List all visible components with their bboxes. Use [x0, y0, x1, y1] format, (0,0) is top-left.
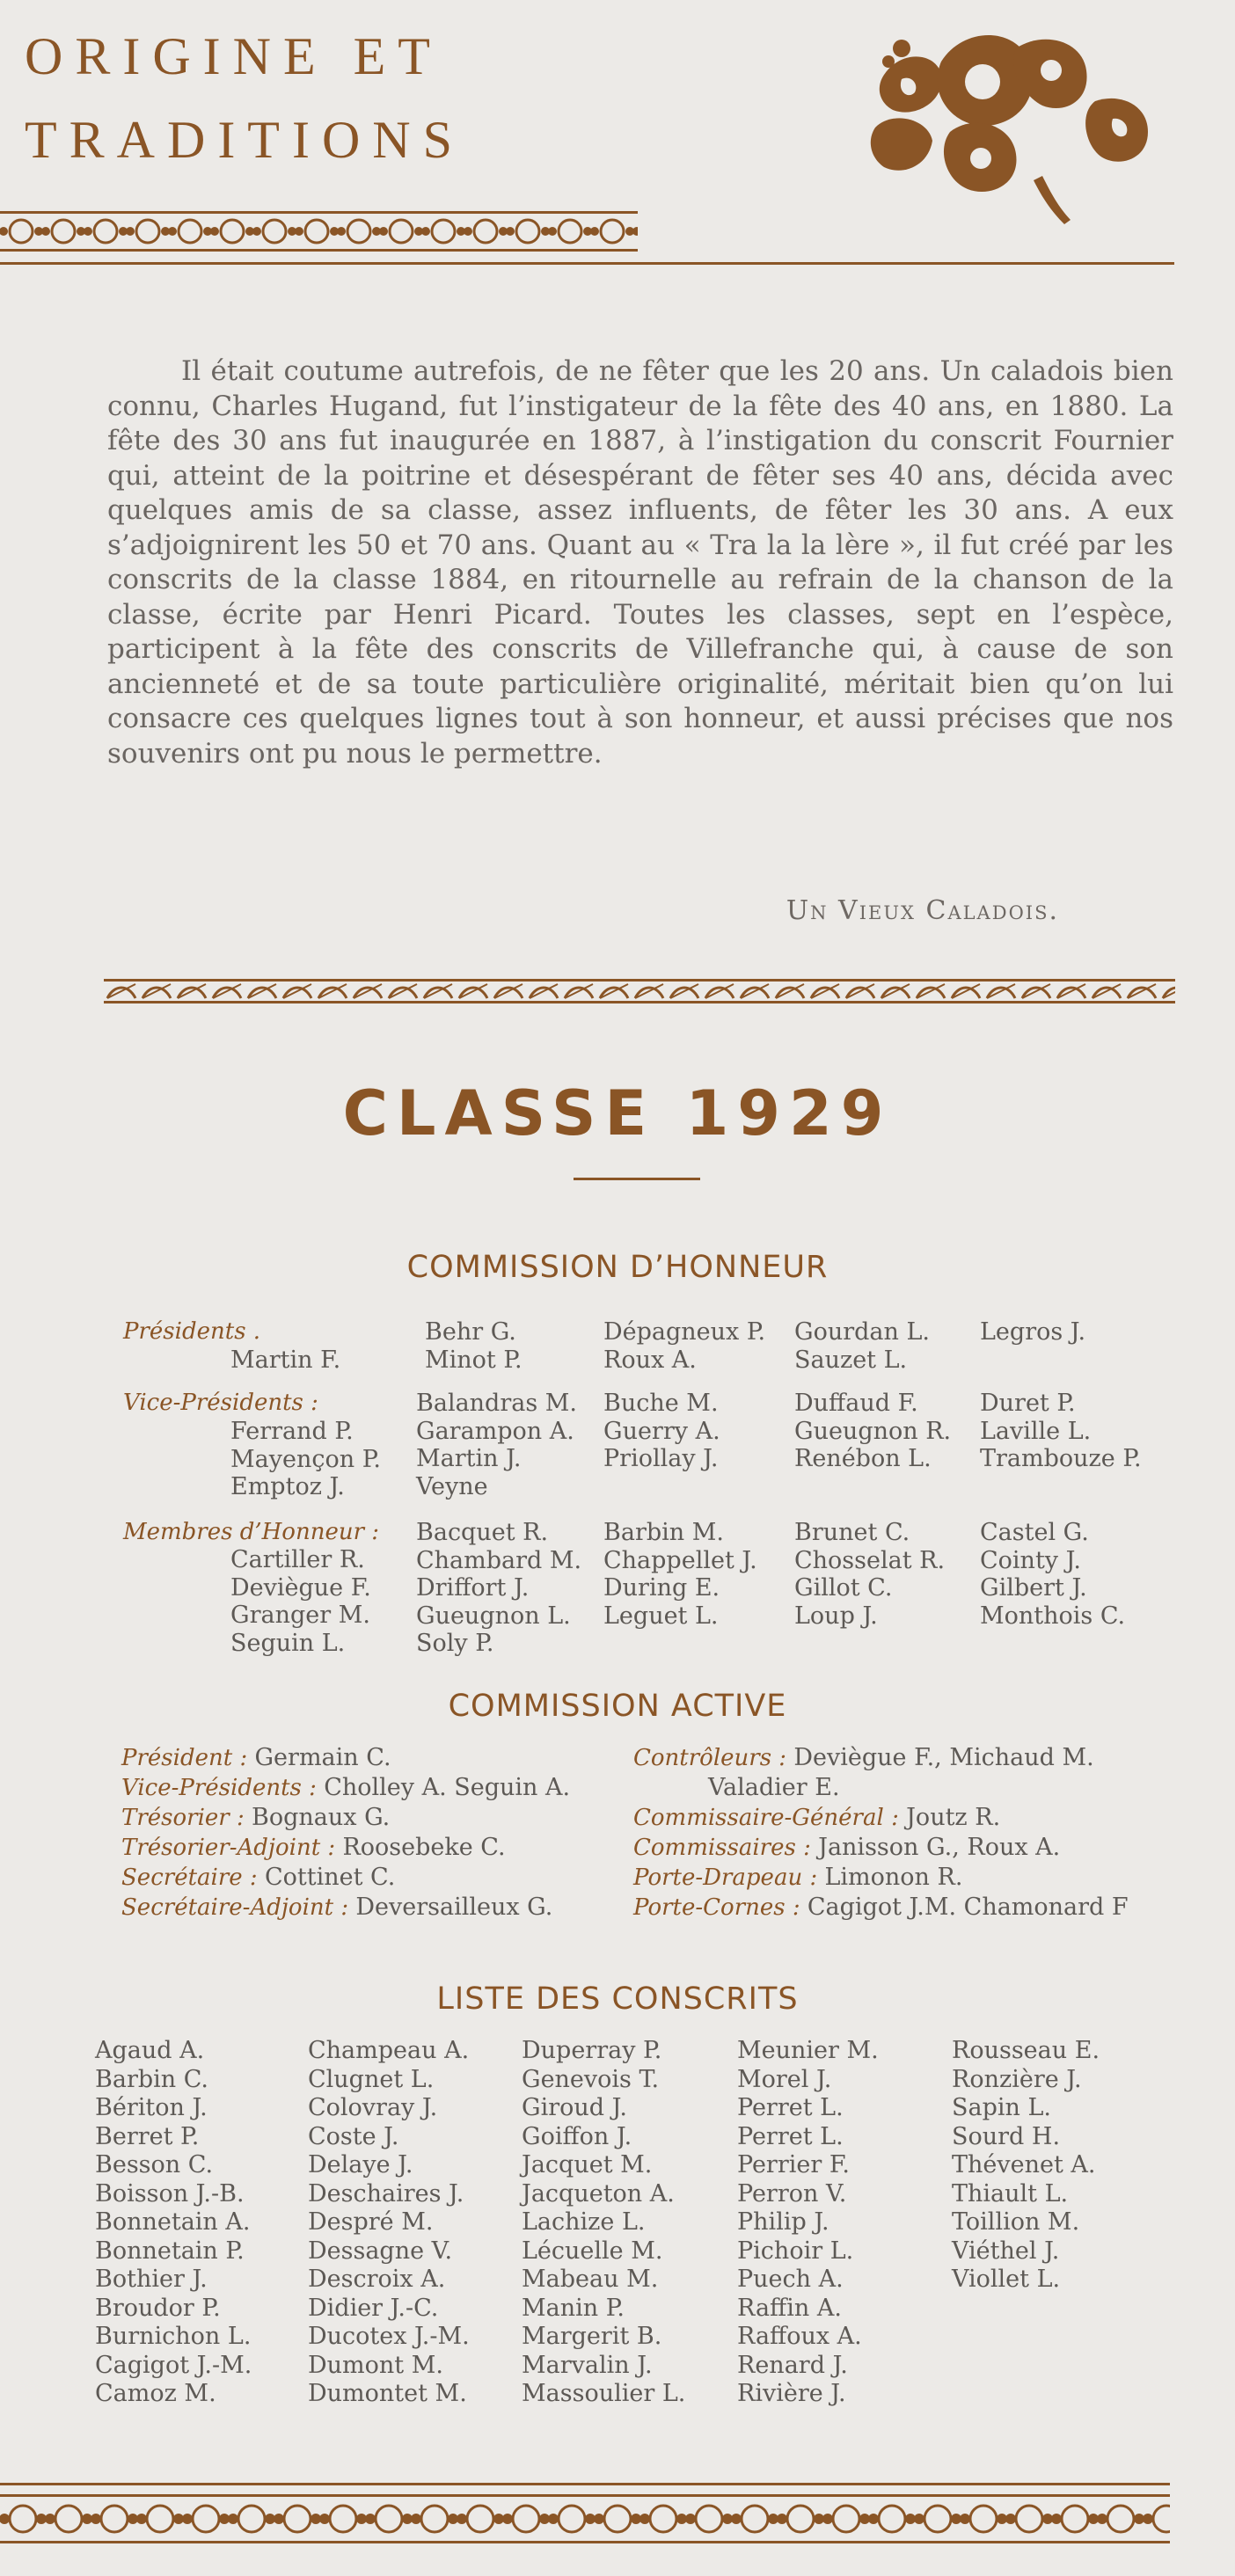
membres-col-4 — [980, 1519, 1125, 1630]
list-item: Brunet C. — [794, 1519, 910, 1546]
list-item: Agaud A. — [95, 2037, 205, 2064]
active-role-label: Commissaire-Général : — [633, 1805, 899, 1831]
vice-first — [230, 1418, 381, 1501]
list-item: Minot P. — [425, 1346, 522, 1374]
active-role-value: Cholley A. Seguin A. — [324, 1774, 571, 1801]
list-item: Marvalin J. — [522, 2351, 653, 2379]
list-item: Massoulier L. — [522, 2380, 686, 2407]
list-item: Puech A. — [737, 2266, 844, 2293]
active-role-value: Bognaux G. — [252, 1804, 391, 1831]
membres-col-2 — [603, 1519, 757, 1630]
list-item: Veyne — [416, 1472, 488, 1500]
list-item: Manin P. — [522, 2294, 625, 2322]
list-item: Viollet L. — [952, 2266, 1061, 2293]
list-item: Martin J. — [416, 1445, 522, 1472]
active-role-label: Commissaires : — [633, 1835, 811, 1861]
active-role-label: Secrétaire-Adjoint : — [121, 1894, 349, 1921]
list-item: Sauzet L. — [794, 1346, 908, 1374]
list-item: Lachize L. — [522, 2208, 646, 2236]
membres-first — [230, 1546, 371, 1657]
list-item: Garampon A. — [416, 1417, 574, 1445]
list-item: Bonnetain A. — [95, 2208, 251, 2236]
list-item: Gillot C. — [794, 1574, 893, 1602]
list-item: Emptoz J. — [230, 1473, 345, 1500]
list-item: Thévenet A. — [952, 2151, 1096, 2178]
list-item: Mayençon P. — [230, 1445, 381, 1473]
list-item: Viéthel J. — [952, 2237, 1060, 2265]
list-item: Meunier M. — [737, 2037, 879, 2064]
conscrits-col-2 — [308, 2037, 470, 2409]
presidents-first: Martin F. — [230, 1346, 341, 1374]
list-item: Cointy J. — [980, 1546, 1081, 1574]
active-role-value: Cagigot J.M. Chamonard F — [807, 1894, 1129, 1921]
footer-ornament-band — [0, 2494, 1170, 2543]
list-item: Camoz M. — [95, 2380, 216, 2407]
active-heading: COMMISSION ACTIVE — [448, 1689, 787, 1724]
list-item: Champeau A. — [308, 2037, 470, 2064]
list-item: Dumontet M. — [308, 2380, 467, 2407]
list-item: Lécuelle M. — [522, 2237, 663, 2265]
list-item: Raffoux A. — [737, 2323, 862, 2350]
list-item: Burnichon L. — [95, 2323, 252, 2350]
list-item: Gueugnon R. — [794, 1417, 952, 1445]
list-item: Rousseau E. — [952, 2037, 1100, 2064]
list-item: Morel J. — [737, 2065, 832, 2093]
active-role-value: Germain C. — [254, 1744, 391, 1771]
list-item: Renard J. — [737, 2351, 848, 2379]
membres-col-1 — [416, 1519, 581, 1658]
list-item: Trambouze P. — [980, 1445, 1142, 1472]
list-item: Driffort J. — [416, 1574, 530, 1602]
list-item: Roux A. — [603, 1346, 697, 1374]
active-role-label: Trésorier : — [121, 1805, 245, 1831]
title-line-1: ORIGINE ET — [25, 27, 442, 85]
list-item: Sapin L. — [952, 2094, 1051, 2121]
active-role-value: Joutz R. — [906, 1804, 1001, 1831]
list-item: Priollay J. — [603, 1445, 719, 1472]
list-item: Broudor P. — [95, 2294, 221, 2322]
list-item: Chappellet J. — [603, 1546, 757, 1574]
list-item: Thiault L. — [952, 2179, 1069, 2207]
list-item: Giroud J. — [522, 2094, 627, 2121]
list-item: Ducotex J.-M. — [308, 2323, 470, 2350]
list-item: Despré M. — [308, 2208, 434, 2236]
list-item: Perret L. — [737, 2122, 844, 2150]
list-item: Granger M. — [230, 1602, 370, 1629]
membres-col-3 — [794, 1519, 945, 1630]
list-item: Legros J. — [980, 1318, 1086, 1346]
active-role-value: Deviègue F., Michaud M. — [793, 1744, 1094, 1771]
conscrits-col-3 — [522, 2037, 685, 2409]
active-role-label: Trésorier-Adjoint : — [121, 1835, 336, 1861]
signature: Un Vieux Caladois. — [786, 895, 1059, 926]
list-item: Duret P. — [980, 1390, 1076, 1417]
intro-paragraph: Il était coutume autrefois, de ne fêter que les 20 ans. Un caladois bien connu, Charles Hugand, fut l’instigateur de la fête des 40 ans, en 1880. La fête des 30 ans fut inaugurée en 1887, à l’instigation du conscrit Fournier qui, atteint de la poitrine et désespérant de fêter ses 40 ans, décida avec quelques amis de sa classe, assez influents, de fêter les 30 ans. A eux s’adjoignirent les 50 et 70 ans. Quant au « Tra la la lère », il fut créé par les conscrits de la classe 1884, en ritournelle au refrain de la chanson de la classe, écrite par Henri Picard. Toutes les classes, sept en l’espèce, participent à la fête des conscrits de Villefranche qui, à cause de son ancienneté et de sa toute particulière originalité, méritait bien qu’on lui consacre ces quelques lignes tout à son honneur, et aussi précises que nos souvenirs ont pu nous le permettre. — [107, 355, 1173, 770]
active-role-value: Roosebeke C. — [342, 1834, 506, 1861]
list-item: Renébon L. — [794, 1445, 932, 1472]
presidents-col-2 — [603, 1318, 765, 1374]
list-item: Chosselat R. — [794, 1546, 946, 1574]
list-item: During E. — [603, 1574, 720, 1602]
list-item: Monthois C. — [980, 1602, 1126, 1630]
list-item: Bonnetain P. — [95, 2237, 245, 2265]
list-item: Perrier F. — [737, 2151, 850, 2178]
list-item: Ronzière J. — [952, 2065, 1082, 2093]
active-role-value: Limonon R. — [824, 1864, 963, 1891]
conscrits-col-4 — [737, 2037, 879, 2409]
list-item: Clugnet L. — [308, 2065, 435, 2093]
list-item: Delaye J. — [308, 2151, 413, 2178]
honneur-heading: COMMISSION D’HONNEUR — [406, 1250, 829, 1285]
list-item: Dumont M. — [308, 2351, 443, 2379]
list-item: Genevois T. — [522, 2065, 660, 2093]
list-item: Perret L. — [737, 2094, 844, 2121]
active-role-value: Janisson G., Roux A. — [818, 1834, 1061, 1861]
intro — [107, 354, 1173, 771]
active-role-label: Vice-Présidents : — [121, 1775, 317, 1801]
active-role-label: Porte-Drapeau : — [633, 1864, 818, 1891]
active-row — [121, 1743, 570, 1773]
list-item: Barbin M. — [603, 1519, 724, 1546]
active-role-value: Cottinet C. — [264, 1864, 396, 1891]
list-item: Buche M. — [603, 1390, 719, 1417]
header-rule — [0, 262, 1174, 265]
list-item: Cartiller R. — [230, 1546, 365, 1573]
list-item: Didier J.-C. — [308, 2294, 439, 2322]
presidents-col-3 — [794, 1318, 930, 1374]
active-right — [633, 1743, 1129, 1923]
list-item: Dépagneux P. — [603, 1318, 766, 1346]
list-item: Gilbert J. — [980, 1574, 1087, 1602]
conscrits-col-5 — [952, 2037, 1100, 2295]
list-item: Soly P. — [416, 1630, 494, 1657]
active-role-value: Deversailleux G. — [355, 1894, 553, 1921]
list-item: Besson C. — [95, 2151, 214, 2178]
list-item: Colovray J. — [308, 2094, 438, 2121]
active-role-label: Président : — [121, 1745, 248, 1771]
list-item: Philip J. — [737, 2208, 829, 2236]
list-item: Coste J. — [308, 2122, 399, 2150]
list-item: Raffin A. — [737, 2294, 842, 2322]
active-row — [121, 1773, 570, 1803]
list-item: Bériton J. — [95, 2094, 208, 2121]
active-row — [633, 1893, 1129, 1923]
list-item: Ferrand P. — [230, 1418, 354, 1445]
vice-label: Vice-Présidents : — [123, 1390, 318, 1416]
active-role-value: Valadier E. — [708, 1774, 840, 1801]
list-item: Deviègue F. — [230, 1573, 371, 1602]
list-item: Laville L. — [980, 1417, 1092, 1445]
list-item: Gourdan L. — [794, 1318, 930, 1346]
list-item: Guerry A. — [603, 1417, 720, 1445]
active-row — [633, 1773, 1129, 1803]
active-row — [633, 1863, 1129, 1893]
list-item: Bothier J. — [95, 2266, 208, 2293]
list-item: Bacquet R. — [416, 1519, 549, 1546]
vice-col-4 — [980, 1390, 1142, 1473]
list-item: Duffaud F. — [794, 1390, 918, 1417]
active-role-label: Contrôleurs : — [633, 1745, 787, 1771]
active-row — [633, 1743, 1129, 1773]
list-item: Behr G. — [425, 1318, 516, 1346]
membres-label: Membres d’Honneur : — [123, 1519, 380, 1545]
active-left — [121, 1743, 570, 1923]
list-item: Leguet L. — [603, 1602, 719, 1630]
active-row — [633, 1833, 1129, 1863]
title-line-2: TRADITIONS — [25, 111, 464, 169]
list-item: Deschaires J. — [308, 2179, 464, 2207]
active-role-label: Porte-Cornes : — [633, 1894, 800, 1921]
separator-band — [104, 979, 1175, 1003]
active-row — [121, 1893, 570, 1923]
presidents-col-4 — [980, 1318, 1085, 1346]
active-row — [121, 1863, 570, 1893]
vice-col-3 — [794, 1390, 951, 1473]
list-item: Loup J. — [794, 1602, 878, 1630]
list-item: Margerit B. — [522, 2323, 662, 2350]
list-item: Berret P. — [95, 2122, 200, 2150]
list-item: Boisson J.-B. — [95, 2179, 245, 2207]
list-item: Goiffon J. — [522, 2122, 632, 2150]
list-item: Dessagne V. — [308, 2237, 453, 2265]
active-row — [121, 1803, 570, 1833]
list-item: Perron V. — [737, 2179, 847, 2207]
presidents-col-1 — [425, 1318, 522, 1374]
active-row — [121, 1833, 570, 1863]
vice-col-2 — [603, 1390, 720, 1473]
list-item: Sourd H. — [952, 2122, 1061, 2150]
classe-title: CLASSE 1929 — [342, 1077, 893, 1149]
list-item: Seguin L. — [230, 1629, 346, 1657]
presidents-label: Présidents . — [123, 1318, 261, 1345]
list-item: Toillion M. — [952, 2208, 1080, 2236]
list-item: Pichoir L. — [737, 2237, 854, 2265]
list-item: Duperray P. — [522, 2037, 662, 2064]
list-item: Rivière J. — [737, 2380, 846, 2407]
liste-heading: LISTE DES CONSCRITS — [436, 1981, 799, 2017]
active-row — [633, 1803, 1129, 1833]
footer-rule — [0, 2483, 1170, 2485]
conscrits-col-1 — [95, 2037, 252, 2409]
list-item: Balandras M. — [416, 1390, 578, 1417]
list-item: Jacquet M. — [522, 2151, 653, 2178]
header-ornament-band — [0, 211, 638, 252]
list-item: Gueugnon L. — [416, 1602, 571, 1630]
list-item: Mabeau M. — [522, 2266, 659, 2293]
vice-col-1 — [416, 1390, 577, 1500]
list-item: Castel G. — [980, 1519, 1089, 1546]
classe-underline — [574, 1178, 700, 1180]
list-item: Jacqueton A. — [522, 2179, 675, 2207]
list-item: Barbin C. — [95, 2065, 209, 2093]
list-item: Descroix A. — [308, 2266, 446, 2293]
list-item: Chambard M. — [416, 1546, 582, 1574]
list-item: Cagigot J.-M. — [95, 2351, 252, 2379]
flower-ornament-icon — [866, 22, 1166, 237]
active-role-label: Secrétaire : — [121, 1864, 258, 1891]
